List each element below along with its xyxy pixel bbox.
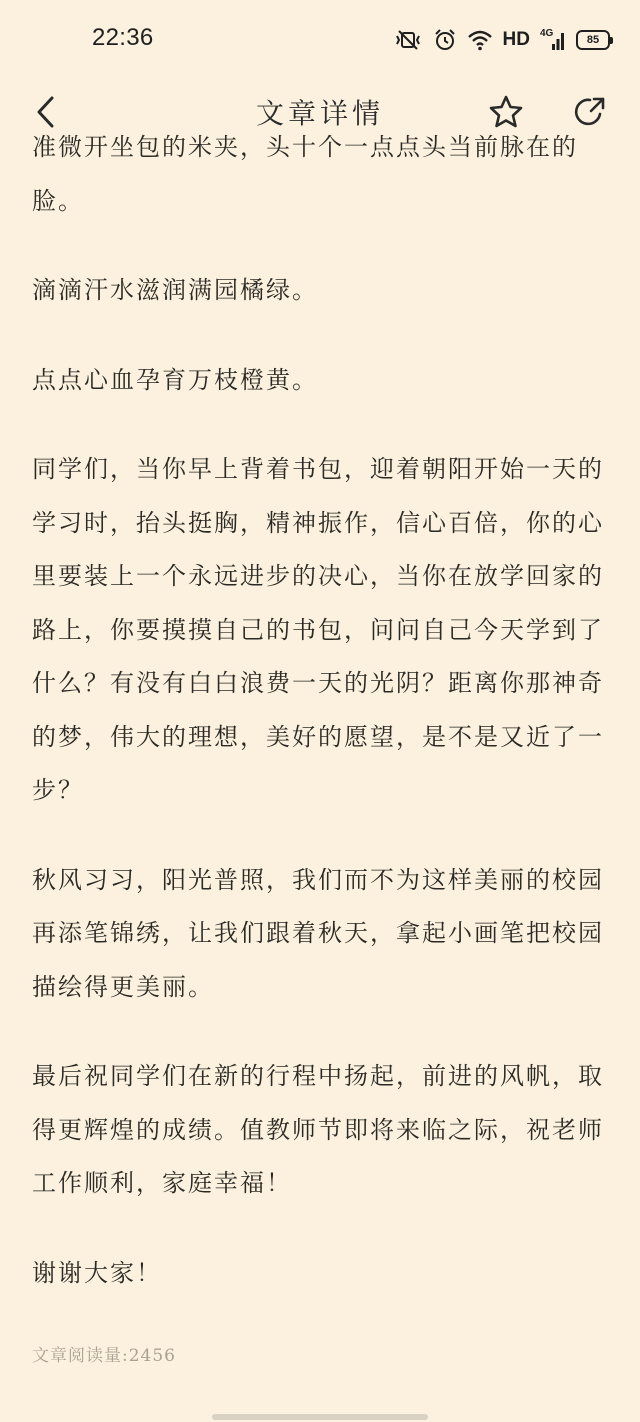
battery-icon: 85 bbox=[576, 30, 610, 50]
status-time: 22:36 bbox=[92, 24, 154, 51]
article-body bbox=[32, 133, 610, 1384]
home-indicator[interactable] bbox=[212, 1414, 428, 1420]
signal-label: 4G bbox=[540, 28, 554, 39]
page-title: 文章详情 bbox=[255, 97, 384, 130]
mute-vibrate-icon bbox=[393, 28, 423, 52]
article-cut-line: 准微开坐包的米夹，头十个一点点头当前脉在的 bbox=[32, 133, 578, 161]
alarm-icon bbox=[433, 28, 457, 52]
article-paragraph: 最后祝同学们在新的行程中扬起，前进的风帆，取得更辉煌的成绩。值教师节即将来临之际，祝老师工作顺利，家庭幸福！ bbox=[32, 1062, 604, 1197]
status-icons bbox=[393, 24, 610, 56]
article-paragraph: 秋风习习，阳光普照，我们而不为这样美丽的校园再添笔锦绣，让我们跟着秋天，拿起小画笔把校园描绘得更美丽。 bbox=[32, 865, 604, 1001]
article-paragraph: 脸。 bbox=[32, 186, 84, 215]
status-bar bbox=[0, 0, 640, 80]
article-paragraph: 谢谢大家！ bbox=[32, 1258, 162, 1287]
signal-icon bbox=[540, 28, 566, 52]
read-count: 文章阅读量:2456 bbox=[32, 1346, 176, 1366]
article-paragraph: 滴滴汗水滋润满园橘绿。 bbox=[32, 276, 318, 304]
article-paragraph: 点点心血孕育万枝橙黄。 bbox=[32, 365, 318, 394]
hd-label: HD bbox=[502, 29, 530, 50]
wifi-icon bbox=[467, 29, 493, 51]
article-paragraph: 同学们，当你早上背着书包，迎着朝阳开始一天的学习时，抬头挺胸，精神振作，信心百倍，你的心里要装上一个永远进步的决心，当你在放学回家的路上，你要摸摸自己的书包，问问自己今天学到了什么？有没有白白浪费一天的光阴？距离你那神奇的梦，伟大的理想，美好的愿望，是不是又近了一步？ bbox=[32, 455, 604, 804]
